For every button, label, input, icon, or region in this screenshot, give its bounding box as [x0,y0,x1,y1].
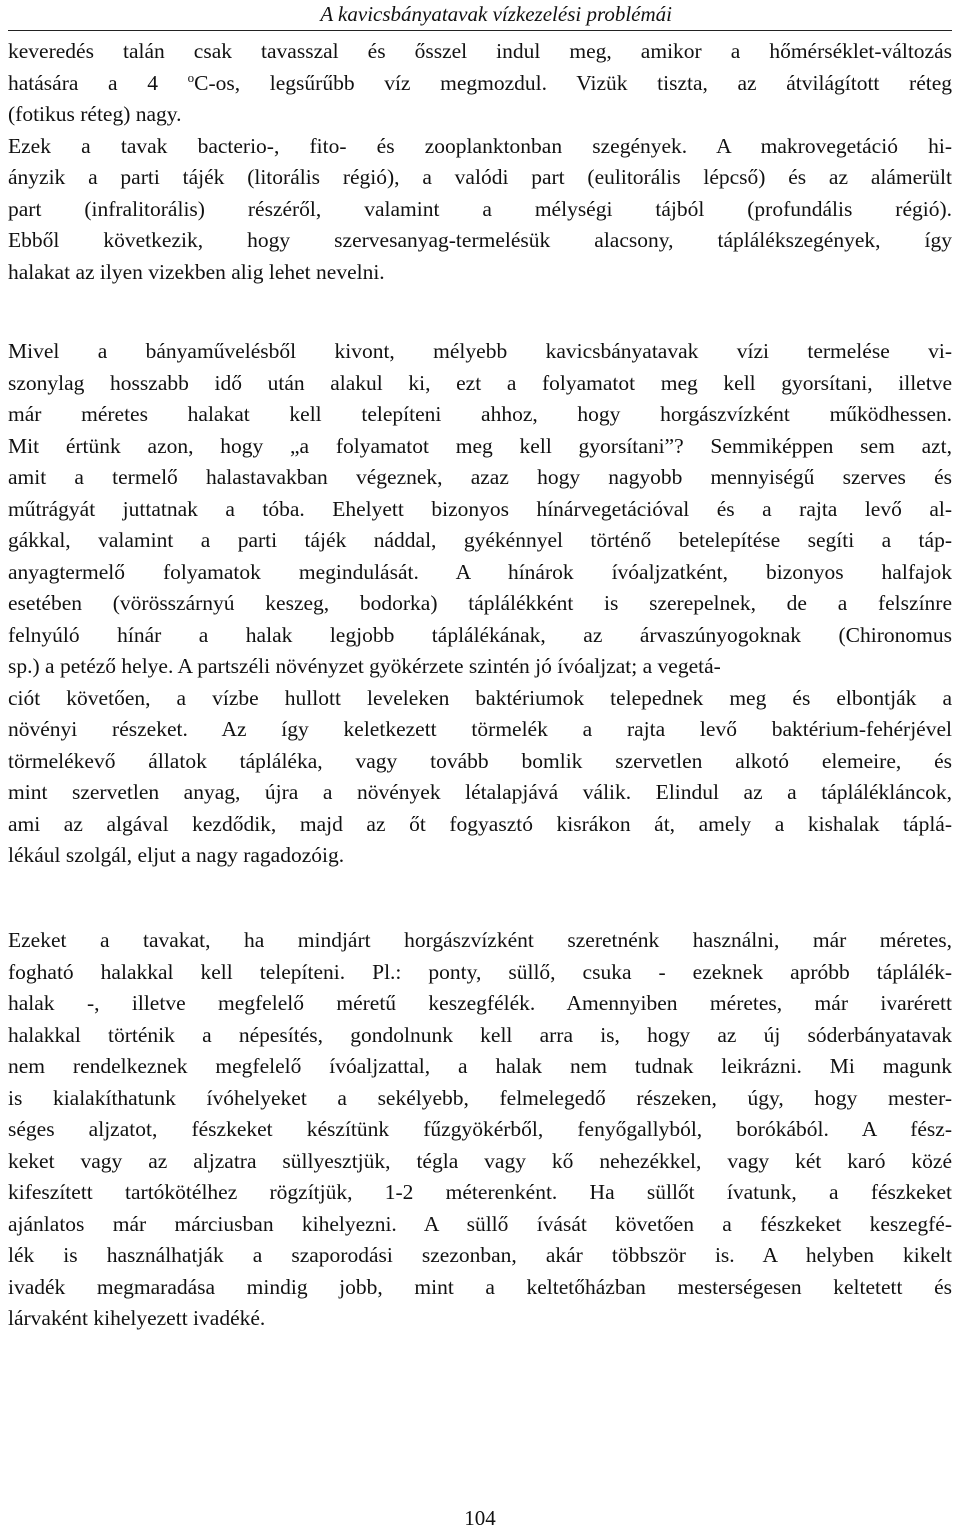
text-line: Mivel a bányaművelésből kivont, mélyebb kavicsbányatavak vízi termelése vi- [8,339,952,363]
text-line: szonylag hosszabb idő után alakul ki, ezt a folyamatot meg kell gyorsítani, illetve [8,370,952,395]
text-line: anyagtermelő folyamatok megindulását. A hínárok ívóaljzatként, bizonyos halfajok [8,559,952,584]
text-line: halakkal történik a népesítés, gondolnunk kell arra is, hogy az új sóderbányatavak [8,1022,952,1047]
text-line: mint szervetlen anyag, újra a növények létalapjává válik. Elindul az a táplálékláncok, [8,780,952,804]
header-rule [8,30,952,31]
page-number: 104 [464,1506,496,1530]
text-line: is kialakíthatunk ívóhelyeket a sekélyebb, felmelegedő részeken, úgy, hogy mester- [8,1085,952,1110]
text-line: part (infralitorális) részéről, valamint a mélységi tájból (profundális régió). [8,196,952,221]
text-line: ivadék megmaradása mindig jobb, mint a keltetőházban mesterségesen keltetett és [8,1274,952,1299]
text-line: ányzik a parti tájék (litorális régió), a valódi part (eulitorális lépcső) és az alámerült [8,165,952,189]
text-line: sp.) a petéző helye. A partszéli növényzet gyökérzete szintén jó ívóaljzat; a vegetá- [8,654,721,678]
text-line: kifeszített tartókötélhez rögzítjük, 1-2 méterenként. Ha süllőt ívatunk, a fészkeket [8,1180,952,1204]
text-line: Ezeket a tavakat, ha mindjárt horgászvízként szeretnénk használni, már méretes, [8,928,952,952]
paragraph-1 [8,36,952,288]
text-line: fogható halakkal kell telepíteni. Pl.: ponty, süllő, csuka - ezeknek apróbb táplálék- [8,959,952,984]
text-line: lékául szolgál, eljut a nagy ragadozóig. [8,843,345,867]
paragraph-2 [8,336,952,872]
text-line: halakat az ilyen vizekben alig lehet nevelni. [8,259,385,284]
text-line: Ebből következik, hogy szervesanyag-termelésük alacsony, táplálékszegények, így [8,228,952,252]
text-line: amit a termelő halastavakban végeznek, azaz hogy nagyobb mennyiségű szerves és [8,465,952,489]
text-line: nem rendelkeznek megfelelő ívóaljzattal, a halak nem tudnak leikrázni. Mi magunk [8,1054,952,1078]
text-line: ciót követően, a vízbe hullott leveleken baktériumok telepednek meg és elbontják a [8,685,952,710]
text-line: már méretes halakat kell telepíteni ahhoz, hogy horgászvízként működhessen. [8,402,952,426]
text-line: növényi részeket. Az így keletkezett törmelék a rajta levő baktérium-fehérjével [8,717,952,741]
text-line: ajánlatos már márciusban kihelyezni. A süllő ívását követően a fészkeket keszegfé- [8,1211,952,1236]
text-line: séges aljzatot, fészkeket készítünk fűzgyökérből, fenyőgallyból, borókából. A fész- [8,1117,952,1141]
text-line: (fotikus réteg) nagy. [8,102,182,126]
text-line: műtrágyát juttatnak a tóba. Ehelyett bizonyos hínárvegetációval és a rajta levő al- [8,496,952,521]
text-line: felnyúló hínár a halak legjobb táplálékának, az árvaszúnyogoknak (Chironomus [8,622,952,647]
text-line: lék is használhatják a szaporodási szezonban, akár többször is. A helyben kikelt [8,1243,952,1267]
text-line: keveredés talán csak tavasszal és ősszel indul meg, amikor a hőmérséklet-változás [8,39,952,63]
paragraph-3 [8,925,952,1335]
degree-superscript: o [187,69,195,85]
text-line: halak -, illetve megfelelő méretű keszegfélék. Amennyiben méretes, már ivarérett [8,991,952,1015]
text-line: keket vagy az aljzatra süllyesztjük, tégla vagy kő nehezékkel, vagy két karó közé [8,1148,952,1173]
running-header: A kavicsbányatavak vízkezelési problémái [320,2,672,26]
text-line: gákkal, valamint a parti tájék náddal, gyékénnyel történő betelepítése segíti a táp- [8,528,952,552]
text-line: ami az algával kezdődik, majd az őt fogyasztó kisrákon át, amely a kishalak táplá- [8,811,952,836]
text-line: lárvaként kihelyezett ivadéké. [8,1306,266,1330]
text-line: Ezek a tavak bacterio-, fito- és zooplanktonban szegények. A makrovegetáció hi- [8,133,952,158]
text-line: esetében (vörösszárnyú keszeg, bodorka) táplálékként is szerepelnek, de a felszínre [8,591,952,615]
text-line: hatására a 4 $^o$C-os, legsűrűbb víz megmozdul. Vizük tiszta, az átvilágított réteg [8,69,952,95]
text-line: törmelékevő állatok tápláléka, vagy tovább bomlik szervetlen alkotó elemeire, és [8,748,952,773]
text-line: Mit értünk azon, hogy „a folyamatot meg kell gyorsítani”? Semmiképpen sem azt, [8,433,952,458]
